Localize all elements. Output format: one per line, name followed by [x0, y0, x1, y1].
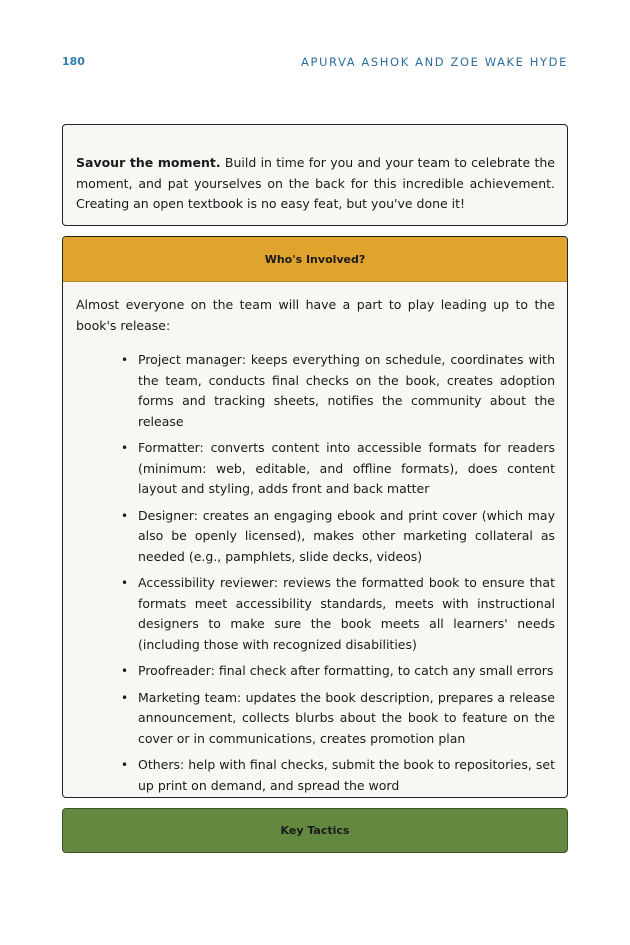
whos-involved-title: Who's Involved? [63, 237, 567, 282]
bullet-icon: • [121, 353, 129, 367]
whos-involved-body [63, 282, 567, 796]
list-item-text: Others: help with final checks, submit the book to repositories, set up print on demand, and spread the word [138, 757, 555, 793]
page-number: 180 [62, 55, 85, 68]
whos-involved-intro: Almost everyone on the team will have a part to play leading up to the book's release: [76, 297, 555, 333]
bullet-icon: • [121, 508, 129, 523]
bullet-icon: • [121, 758, 129, 772]
bullet-icon: • [121, 690, 129, 705]
savour-text: Build in time for you and your team to celebrate the moment, and pat yourselves on the back for this incredible achievement. Creating an open textbook is no easy feat, but you've done it! [76, 155, 556, 211]
list-item [121, 573, 555, 655]
savour-lead: Savour the moment. [76, 155, 221, 170]
key-tactics-title: Key Tactics [280, 824, 350, 837]
roles-list [76, 350, 555, 796]
list-item-text: Project manager: keeps everything on schedule, coordinates with the team, conducts final checks on the book, creates adoption forms and tracking sheets, notifies the community about the release [138, 352, 555, 429]
whos-involved-box [62, 236, 568, 798]
list-item [121, 661, 555, 682]
list-item [121, 506, 555, 568]
list-item-text: Designer: creates an engaging ebook and print cover (which may also be openly licensed), makes other marketing collateral as needed (e.g., pamphlets, slide decks, videos) [138, 507, 555, 564]
bullet-icon: • [121, 576, 129, 590]
savour-box [62, 124, 568, 226]
list-item [121, 438, 555, 500]
list-item-text: Formatter: converts content into accessible formats for readers (minimum: web, editable, and offline formats), does content layout and styling, adds front and back matter [138, 440, 555, 496]
list-item-text: Marketing team: updates the book description, prepares a release announcement, collects blurbs about the book to feature on the cover or in communications, creates promotion plan [138, 689, 555, 746]
running-head: APURVA ASHOK AND ZOE WAKE HYDE [301, 55, 568, 69]
savour-paragraph [76, 153, 555, 215]
list-item-text: Proofreader: final check after formatting, to catch any small errors [138, 663, 554, 678]
list-item [121, 755, 555, 796]
key-tactics-box [62, 808, 568, 853]
bullet-icon: • [121, 664, 129, 678]
list-item [121, 350, 555, 432]
list-item [121, 688, 555, 750]
bullet-icon: • [121, 441, 129, 455]
list-item-text: Accessibility reviewer: reviews the formatted book to ensure that formats meet accessibility standards, meets with instructional designers to make sure the book meets all learners' needs (including those with recognized disabilities) [138, 575, 555, 652]
